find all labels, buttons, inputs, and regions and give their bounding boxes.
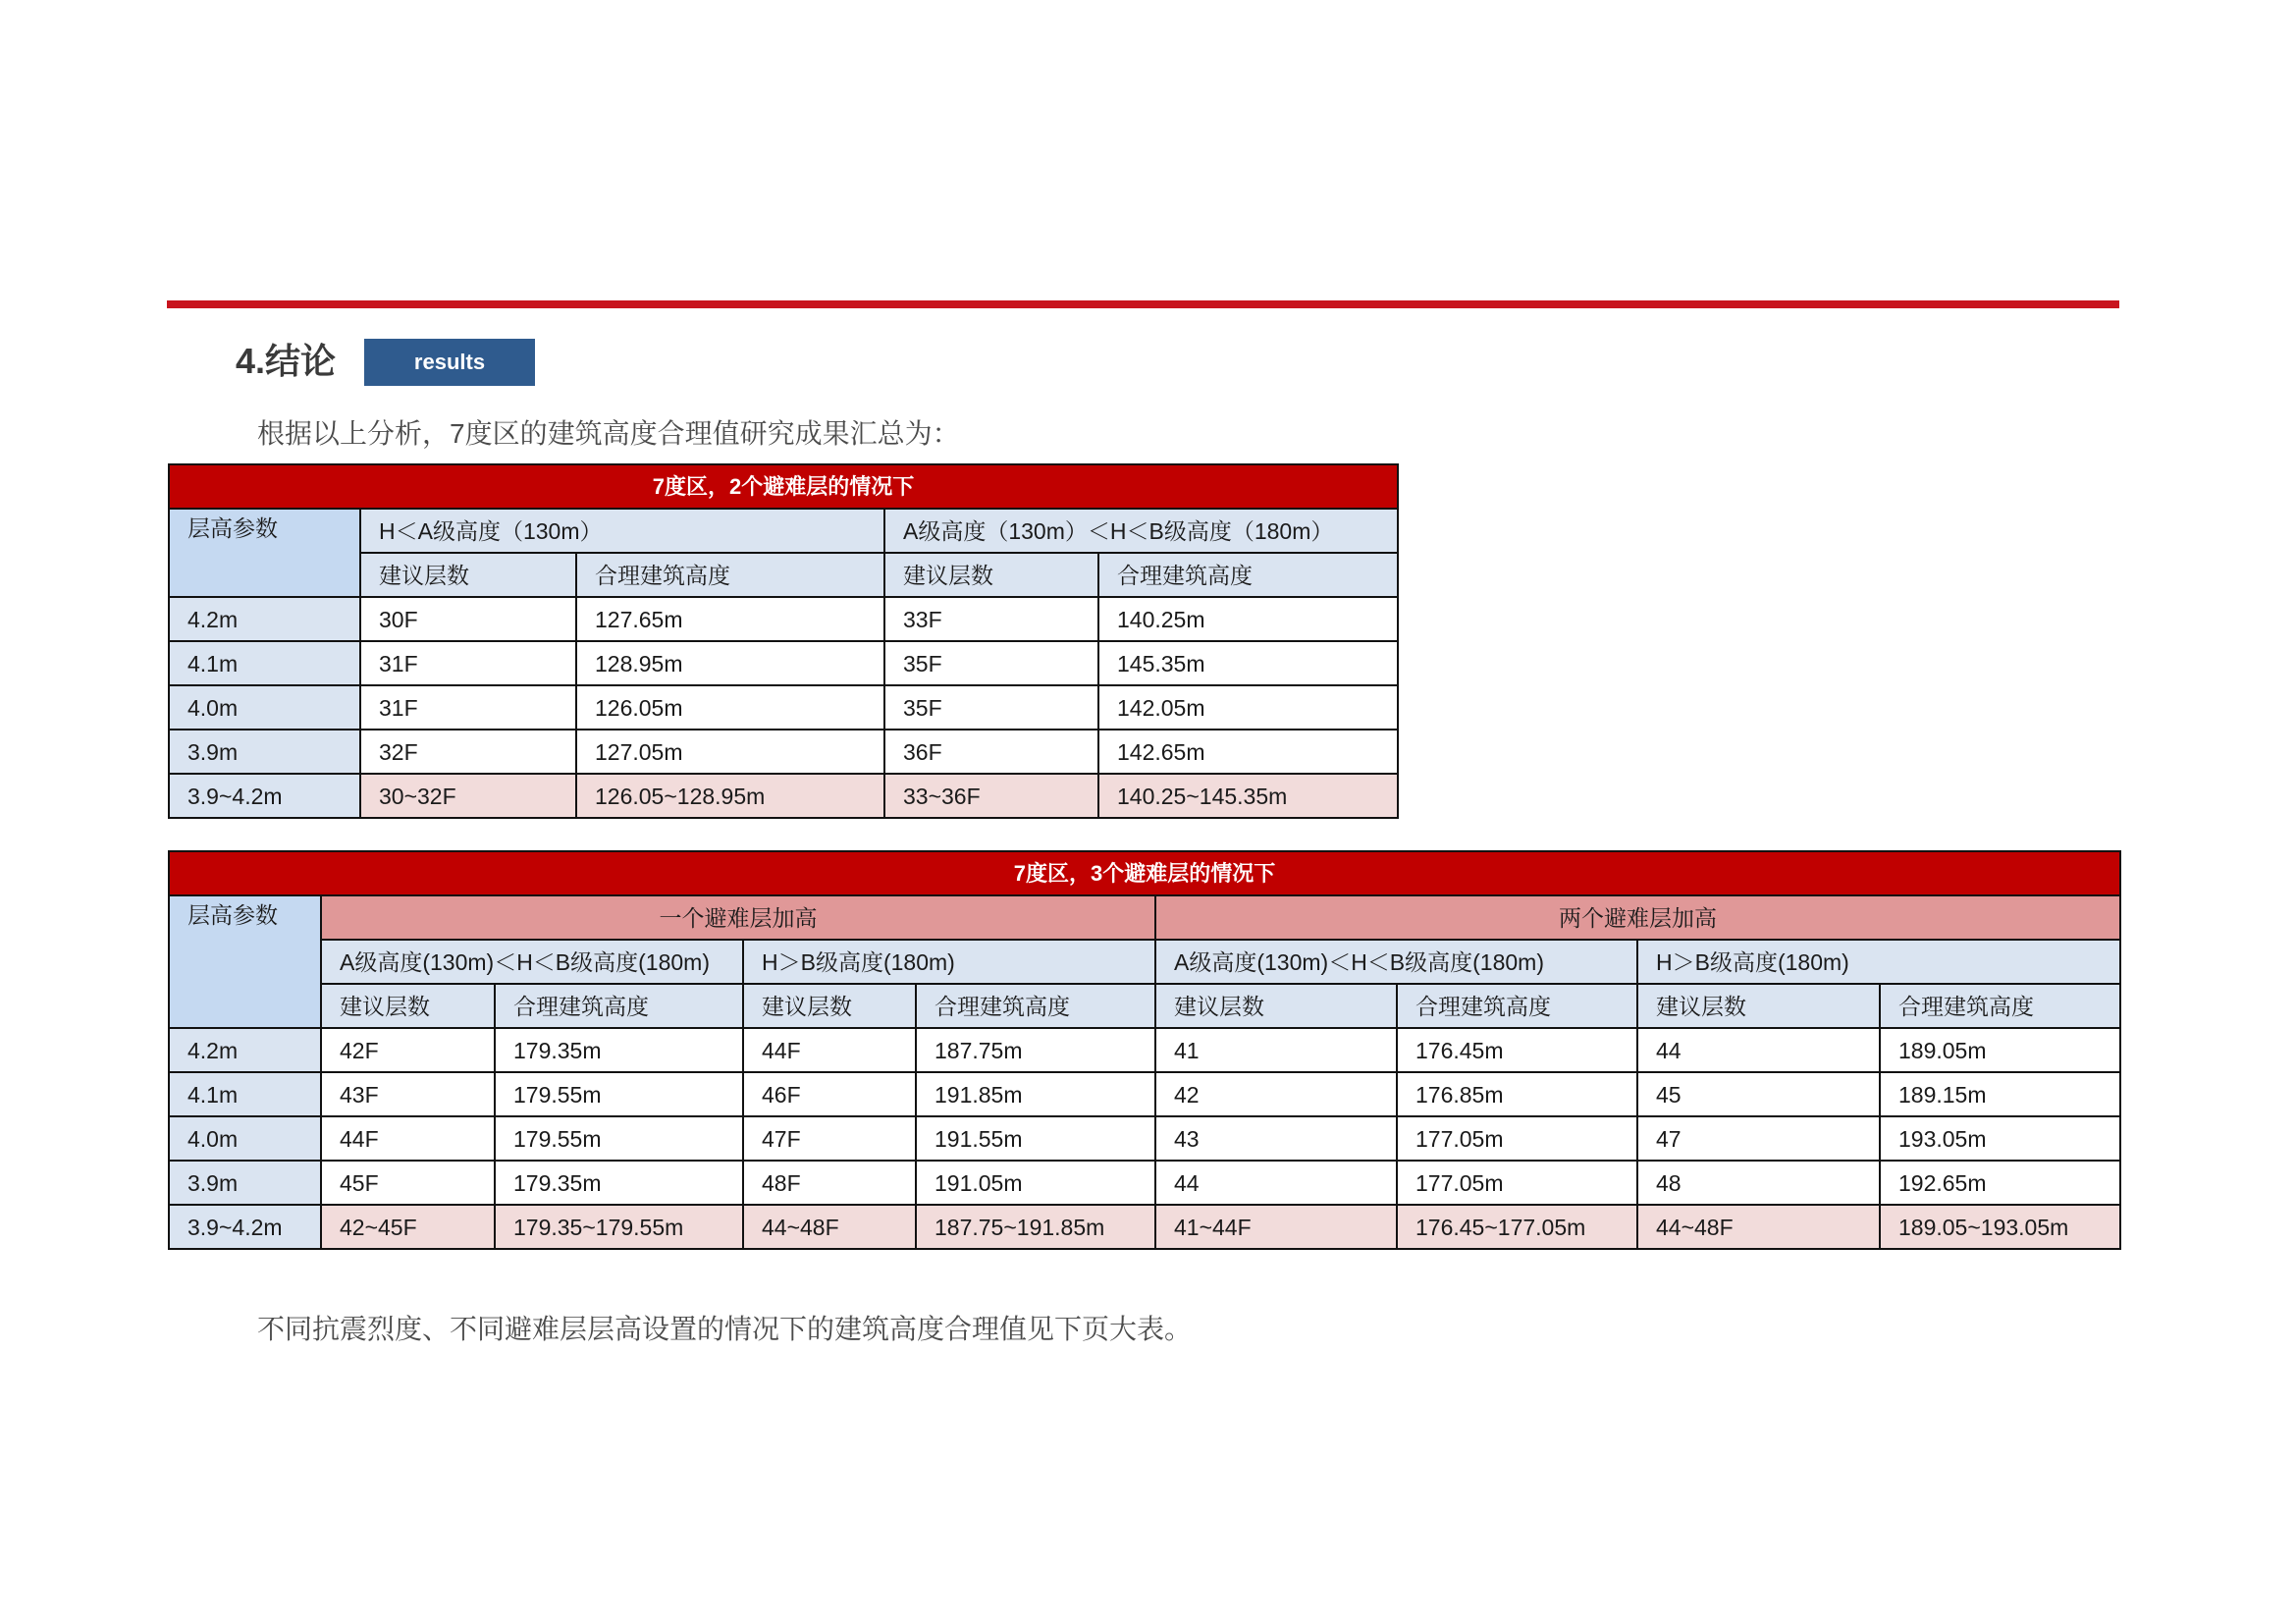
table-row bbox=[169, 1161, 2120, 1205]
table-cell: 35F bbox=[884, 685, 1098, 730]
table-row bbox=[169, 641, 1398, 685]
column-header: 合理建筑高度 bbox=[495, 984, 743, 1028]
group-header: H＞B级高度(180m) bbox=[743, 940, 1155, 984]
group-header: H＜A级高度（130m） bbox=[360, 509, 884, 553]
table-cell: 44 bbox=[1637, 1028, 1880, 1072]
table-title-row bbox=[169, 464, 1398, 509]
range-cell: 126.05~128.95m bbox=[576, 774, 884, 818]
range-cell: 179.35~179.55m bbox=[495, 1205, 743, 1249]
summary-table-2-refuge bbox=[168, 463, 1399, 819]
table-cell: 41 bbox=[1155, 1028, 1397, 1072]
table-cell: 177.05m bbox=[1397, 1161, 1637, 1205]
table-cell: 127.65m bbox=[576, 597, 884, 641]
table-title: 7度区，3个避难层的情况下 bbox=[169, 851, 2120, 895]
table-row bbox=[169, 597, 1398, 641]
group-header: A级高度(130m)＜H＜B级高度(180m) bbox=[1155, 940, 1637, 984]
table-cell: 47 bbox=[1637, 1116, 1880, 1161]
table-cell: 140.25m bbox=[1098, 597, 1398, 641]
table-range-row bbox=[169, 1205, 2120, 1249]
table-cell: 44 bbox=[1155, 1161, 1397, 1205]
table-cell: 191.55m bbox=[916, 1116, 1155, 1161]
table-cell: 31F bbox=[360, 641, 576, 685]
table-cell: 42 bbox=[1155, 1072, 1397, 1116]
table-cell: 126.05m bbox=[576, 685, 884, 730]
table-title-row bbox=[169, 851, 2120, 895]
table-cell: 179.55m bbox=[495, 1116, 743, 1161]
table-header-row bbox=[169, 940, 2120, 984]
range-cell: 41~44F bbox=[1155, 1205, 1397, 1249]
top-group-header: 一个避难层加高 bbox=[321, 895, 1155, 940]
row-label: 4.2m bbox=[169, 1028, 321, 1072]
column-header: 建议层数 bbox=[884, 553, 1098, 597]
top-group-header: 两个避难层加高 bbox=[1155, 895, 2120, 940]
range-cell: 140.25~145.35m bbox=[1098, 774, 1398, 818]
table-row bbox=[169, 1072, 2120, 1116]
table-cell: 189.15m bbox=[1880, 1072, 2120, 1116]
row-label: 4.1m bbox=[169, 1072, 321, 1116]
table-cell: 43F bbox=[321, 1072, 495, 1116]
column-header: 建议层数 bbox=[743, 984, 916, 1028]
table-cell: 36F bbox=[884, 730, 1098, 774]
results-badge: results bbox=[364, 339, 535, 386]
range-cell: 189.05~193.05m bbox=[1880, 1205, 2120, 1249]
column-header: 建议层数 bbox=[1155, 984, 1397, 1028]
column-header: 建议层数 bbox=[1637, 984, 1880, 1028]
column-header: 合理建筑高度 bbox=[1397, 984, 1637, 1028]
group-header: A级高度(130m)＜H＜B级高度(180m) bbox=[321, 940, 743, 984]
table-cell: 43 bbox=[1155, 1116, 1397, 1161]
param-header: 层高参数 bbox=[169, 509, 360, 597]
table-group-row bbox=[169, 895, 2120, 940]
table-cell: 191.85m bbox=[916, 1072, 1155, 1116]
table-cell: 179.35m bbox=[495, 1161, 743, 1205]
range-cell: 42~45F bbox=[321, 1205, 495, 1249]
row-label: 3.9m bbox=[169, 1161, 321, 1205]
table-cell: 179.35m bbox=[495, 1028, 743, 1072]
table-header-row bbox=[169, 509, 1398, 553]
row-label: 4.0m bbox=[169, 685, 360, 730]
column-header: 合理建筑高度 bbox=[1880, 984, 2120, 1028]
table-cell: 48 bbox=[1637, 1161, 1880, 1205]
table-cell: 189.05m bbox=[1880, 1028, 2120, 1072]
summary-table-3-refuge bbox=[168, 850, 2121, 1250]
footer-note: 不同抗震烈度、不同避难层层高设置的情况下的建筑高度合理值见下页大表。 bbox=[257, 1314, 1193, 1344]
table-cell: 30F bbox=[360, 597, 576, 641]
table-cell: 42F bbox=[321, 1028, 495, 1072]
table-cell: 176.85m bbox=[1397, 1072, 1637, 1116]
table-cell: 44F bbox=[743, 1028, 916, 1072]
table-cell: 47F bbox=[743, 1116, 916, 1161]
table-cell: 176.45m bbox=[1397, 1028, 1637, 1072]
table-cell: 35F bbox=[884, 641, 1098, 685]
table-title: 7度区，2个避难层的情况下 bbox=[169, 464, 1398, 509]
section-title: 4.结论 bbox=[236, 341, 337, 381]
table-cell: 179.55m bbox=[495, 1072, 743, 1116]
table-cell: 142.05m bbox=[1098, 685, 1398, 730]
param-header: 层高参数 bbox=[169, 895, 321, 1028]
row-label: 3.9~4.2m bbox=[169, 774, 360, 818]
table-cell: 44F bbox=[321, 1116, 495, 1161]
table-row bbox=[169, 1116, 2120, 1161]
row-label: 3.9~4.2m bbox=[169, 1205, 321, 1249]
table-cell: 145.35m bbox=[1098, 641, 1398, 685]
row-label: 4.0m bbox=[169, 1116, 321, 1161]
table-cell: 127.05m bbox=[576, 730, 884, 774]
table-cell: 187.75m bbox=[916, 1028, 1155, 1072]
column-header: 合理建筑高度 bbox=[1098, 553, 1398, 597]
column-header: 合理建筑高度 bbox=[916, 984, 1155, 1028]
table-cell: 33F bbox=[884, 597, 1098, 641]
intro-text: 根据以上分析，7度区的建筑高度合理值研究成果汇总为： bbox=[257, 418, 960, 449]
table-cell: 46F bbox=[743, 1072, 916, 1116]
table-cell: 177.05m bbox=[1397, 1116, 1637, 1161]
table-row bbox=[169, 1028, 2120, 1072]
range-cell: 176.45~177.05m bbox=[1397, 1205, 1637, 1249]
table-row bbox=[169, 685, 1398, 730]
column-header: 建议层数 bbox=[321, 984, 495, 1028]
table-subheader-row bbox=[169, 984, 2120, 1028]
table-cell: 142.65m bbox=[1098, 730, 1398, 774]
top-divider bbox=[167, 300, 2119, 308]
range-cell: 187.75~191.85m bbox=[916, 1205, 1155, 1249]
table-cell: 45 bbox=[1637, 1072, 1880, 1116]
table-cell: 191.05m bbox=[916, 1161, 1155, 1205]
range-cell: 44~48F bbox=[743, 1205, 916, 1249]
range-cell: 44~48F bbox=[1637, 1205, 1880, 1249]
range-cell: 30~32F bbox=[360, 774, 576, 818]
table-range-row bbox=[169, 774, 1398, 818]
table-cell: 31F bbox=[360, 685, 576, 730]
row-label: 4.2m bbox=[169, 597, 360, 641]
table-cell: 192.65m bbox=[1880, 1161, 2120, 1205]
row-label: 3.9m bbox=[169, 730, 360, 774]
row-label: 4.1m bbox=[169, 641, 360, 685]
column-header: 建议层数 bbox=[360, 553, 576, 597]
table-row bbox=[169, 730, 1398, 774]
range-cell: 33~36F bbox=[884, 774, 1098, 818]
table-cell: 45F bbox=[321, 1161, 495, 1205]
table-cell: 32F bbox=[360, 730, 576, 774]
group-header: H＞B级高度(180m) bbox=[1637, 940, 2120, 984]
group-header: A级高度（130m）＜H＜B级高度（180m） bbox=[884, 509, 1398, 553]
column-header: 合理建筑高度 bbox=[576, 553, 884, 597]
table-cell: 128.95m bbox=[576, 641, 884, 685]
table-cell: 48F bbox=[743, 1161, 916, 1205]
table-cell: 193.05m bbox=[1880, 1116, 2120, 1161]
